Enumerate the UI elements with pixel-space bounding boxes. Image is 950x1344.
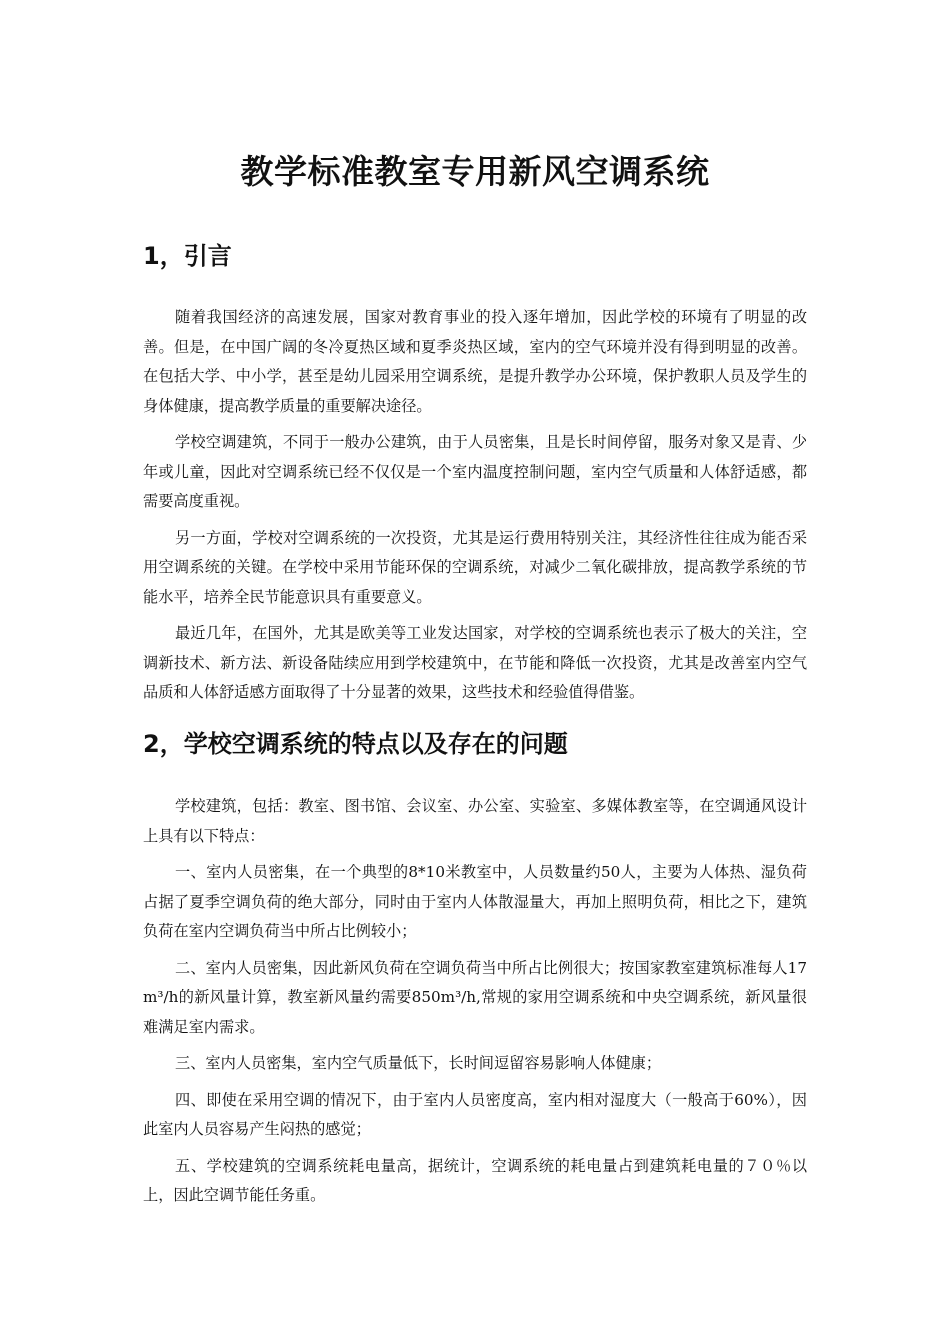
paragraph: 学校空调建筑，不同于一般办公建筑，由于人员密集，且是长时间停留，服务对象又是青、少年或儿童，因此对空调系统已经不仅仅是一个室内温度控制问题，室内空气质量和人体舒适感，都需要高度重视。 xyxy=(143,433,807,510)
paragraph: 学校建筑，包括：教室、图书馆、会议室、办公室、实验室、多媒体教室等，在空调通风设计上具有以下特点： xyxy=(143,797,807,845)
paragraph: 最近几年，在国外，尤其是欧美等工业发达国家，对学校的空调系统也表示了极大的关注，空调新技术、新方法、新设备陆续应用到学校建筑中，在节能和降低一次投资，尤其是改善室内空气品质和人体舒适感方面取得了十分显著的效果，这些技术和经验值得借鉴。 xyxy=(143,624,807,701)
paragraph: 随着我国经济的高速发展，国家对教育事业的投入逐年增加，因此学校的环境有了明显的改善。但是，在中国广阔的冬冷夏热区域和夏季炎热区域，室内的空气环境并没有得到明显的改善。在包括大学、中小学，甚至是幼儿园采用空调系统，是提升教学办公环境，保护教职人员及学生的身体健康，提高教学质量的重要解决途径。 xyxy=(143,308,807,415)
paragraph: 二、室内人员密集，因此新风负荷在空调负荷当中所占比例很大；按国家教室建筑标准每人17m³/h的新风量计算，教室新风量约需要850m³/h,常规的家用空调系统和中央空调系统，新风量很难满足室内需求。 xyxy=(143,958,807,1036)
paragraph: 一、室内人员密集，在一个典型的8*10米教室中，人员数量约50人，主要为人体热、湿负荷占据了夏季空调负荷的绝大部分，同时由于室内人体散湿量大，再加上照明负荷，相比之下，建筑负荷在室内空调负荷当中所占比例较小； xyxy=(143,863,807,940)
paragraph: 另一方面，学校对空调系统的一次投资，尤其是运行费用特别关注，其经济性往往成为能否采用空调系统的关键。在学校中采用节能环保的空调系统，对减少二氧化碳排放，提高教学系统的节能水平，培养全民节能意识具有重要意义。 xyxy=(143,528,807,606)
paragraph: 三、室内人员密集，室内空气质量低下，长时间逗留容易影响人体健康； xyxy=(175,1054,661,1072)
paragraph: 四、即使在采用空调的情况下，由于室内人员密度高，室内相对湿度大（一般高于60%），因此室内人员容易产生闷热的感觉； xyxy=(143,1090,807,1138)
section-body-characteristics xyxy=(143,792,807,1218)
section-heading-characteristics: 2，学校空调系统的特点以及存在的问题 xyxy=(143,730,568,758)
paragraph: 五、学校建筑的空调系统耗电量高，据统计，空调系统的耗电量占到建筑耗电量的７０％以上，因此空调节能任务重。 xyxy=(143,1156,807,1204)
document-title: 教学标准教室专用新风空调系统 xyxy=(240,152,710,191)
section-body-introduction xyxy=(143,303,807,715)
section-heading-introduction: 1，引言 xyxy=(143,242,232,270)
